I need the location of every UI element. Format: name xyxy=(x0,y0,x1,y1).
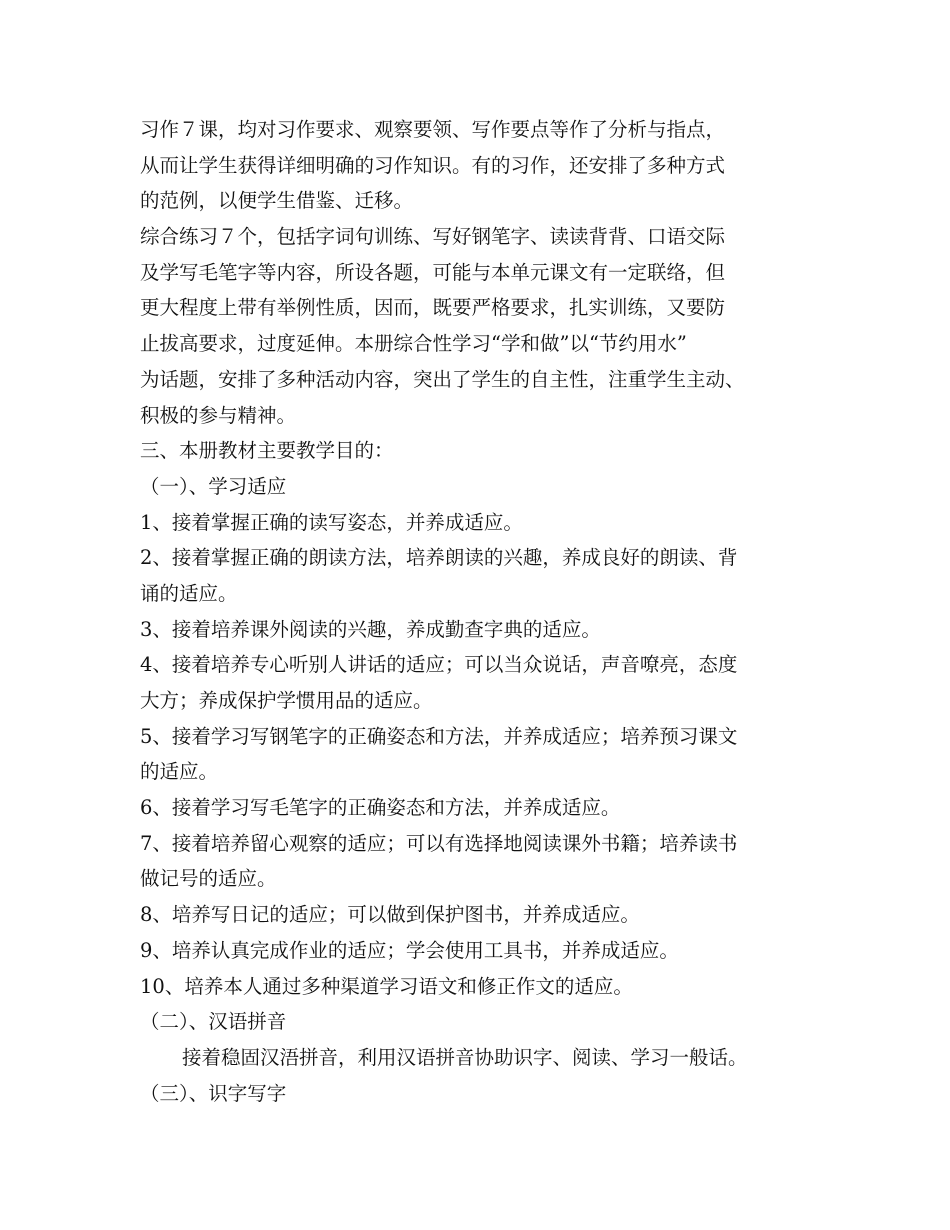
list-item: 5、接着学习写钢笔字的正确姿态和方法，并养成适应；培养预习课文 xyxy=(140,724,738,748)
list-item: 8、培养写日记的适应；可以做到保护图书，并养成适应。 xyxy=(140,903,640,927)
text-line: 从而让学生获得详细明确的习作知识。有的习作，还安排了多种方式 xyxy=(140,153,726,177)
list-item: 7、接着培养留心观察的适应；可以有选择地阅读课外书籍；培养读书 xyxy=(140,831,738,855)
text-line: 习作７课，均对习作要求、观察要领、写作要点等作了分析与指点， xyxy=(140,118,726,141)
text-line: 的范例，以便学生借鉴、迁移。 xyxy=(140,189,414,213)
text-line: 诵的适应。 xyxy=(140,581,238,605)
list-item: 2、接着掌握正确的朗读方法，培养朗读的兴趣，养成良好的朗读、背 xyxy=(140,546,738,570)
list-item: 3、接着培养课外阅读的兴趣，养成勤查字典的适应。 xyxy=(140,617,601,641)
text-line: 综合练习７个，包括字词句训练、写好钢笔字、读读背背、口语交际 xyxy=(140,225,726,249)
text-line: 积极的参与精神。 xyxy=(140,403,297,427)
subsection-heading: （二）、汉语拼音 xyxy=(140,1010,287,1034)
list-item: 6、接着学习写毛笔字的正确姿态和方法，并养成适应。 xyxy=(140,796,621,820)
text-line: 为话题，安排了多种活动内容，突出了学生的自主性，注重学生主动、 xyxy=(140,367,745,391)
text-line: 的适应。 xyxy=(140,760,219,784)
text-line: 大方；养成保护学惯用品的适应。 xyxy=(140,689,433,712)
text-line: 做记号的适应。 xyxy=(140,867,277,891)
text-line: 及学写毛笔字等内容，所设各题，可能与本单元课文有一定联络，但 xyxy=(140,260,726,284)
list-item: 10、培养本人通过多种渠道学习语文和修正作文的适应。 xyxy=(140,974,633,998)
list-item: 9、培养认真完成作业的适应；学会使用工具书，并养成适应。 xyxy=(140,938,679,962)
list-item: 1、接着掌握正确的读写姿态，并养成适应。 xyxy=(140,510,523,534)
text-line: 接着稳固汉浯拼音，利用汉语拼音协助识字、阅读、学习一般话。 xyxy=(182,1045,748,1069)
document-body xyxy=(140,112,840,1111)
section-heading: 三、本册教材主要教学目的： xyxy=(140,439,394,463)
subsection-heading: （一）、学习适应 xyxy=(140,474,287,498)
list-item: 4、接着培养专心听别人讲话的适应；可以当众说话，声音嘹亮，态度 xyxy=(140,653,738,677)
text-line: 更大程度上带有举例性质，因而，既要严格要求，扎实训练，又要防 xyxy=(140,296,726,320)
text-line: 止拔高要求，过度延伸。本册综合性学习“学和做”以“节约用水” xyxy=(140,332,687,356)
subsection-heading: （三）、识字写字 xyxy=(140,1081,287,1105)
